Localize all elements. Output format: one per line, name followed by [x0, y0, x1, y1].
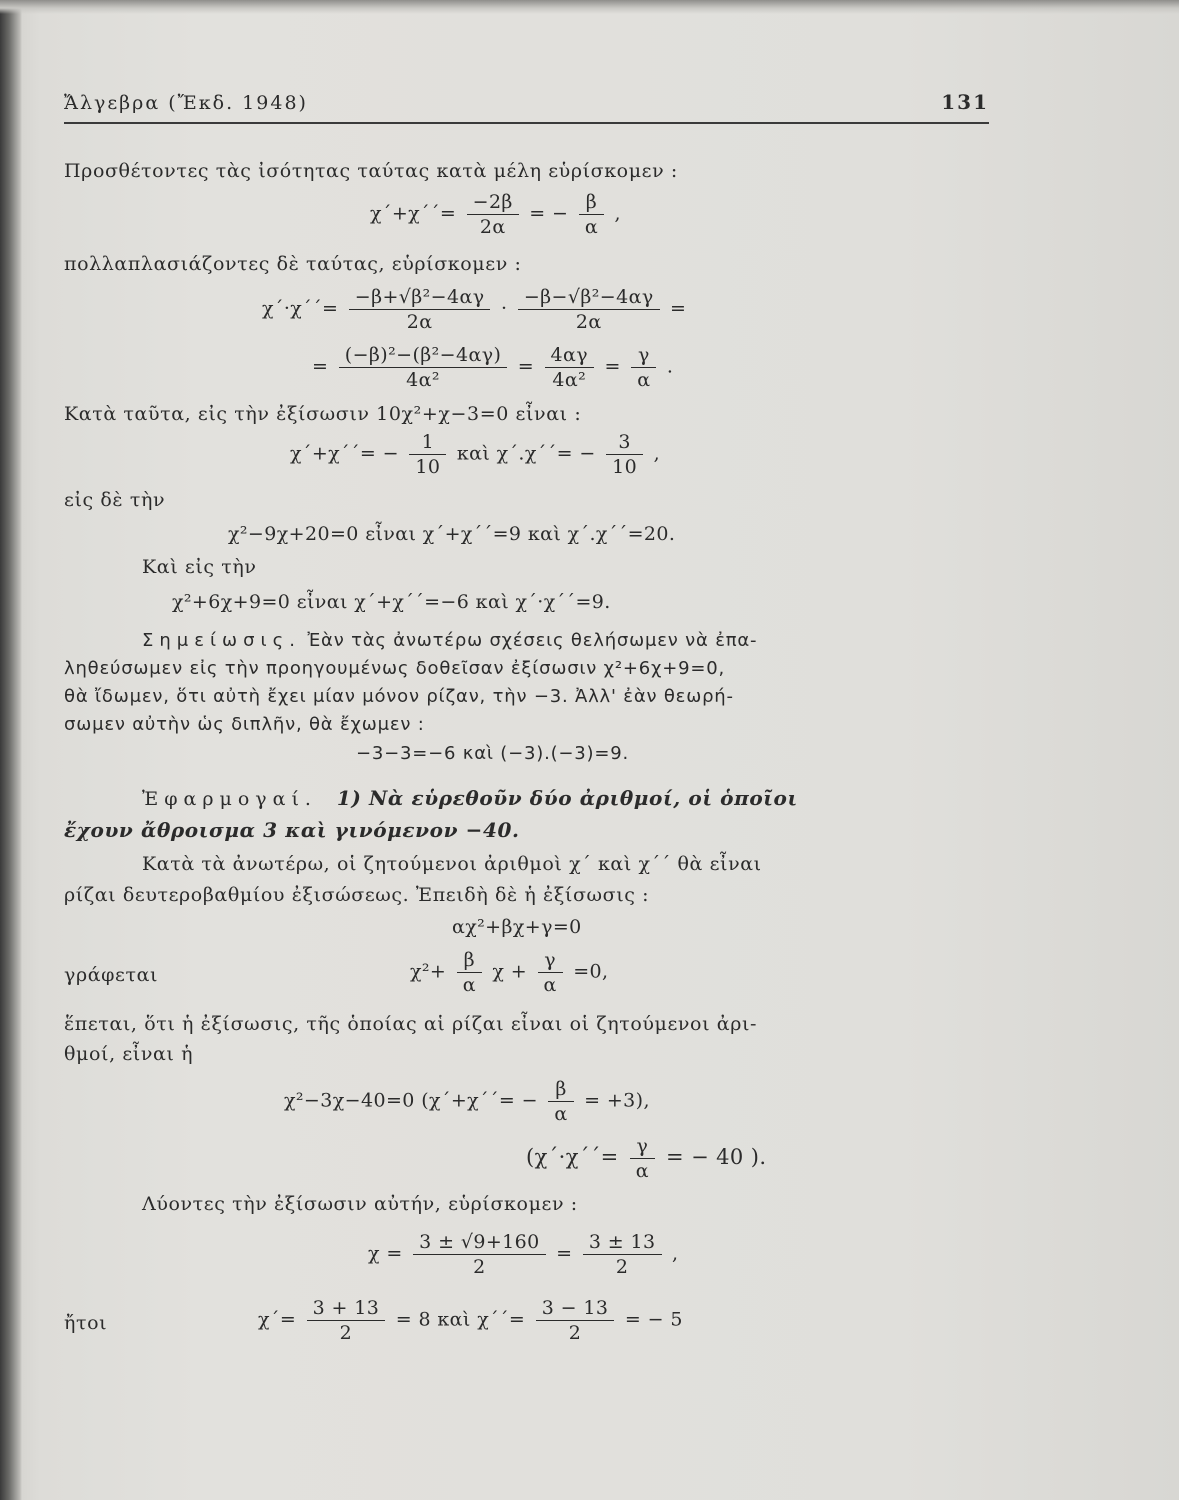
eq-term: χ΄·χ΄΄= — [262, 297, 339, 320]
fraction — [630, 1134, 655, 1183]
eq-term: χ΄+χ΄΄= − — [290, 442, 399, 465]
eq-term: , — [614, 202, 621, 225]
eq-term: χ = — [368, 1242, 403, 1265]
fraction-denominator: 2α — [575, 311, 602, 333]
eq-term: = — [670, 297, 687, 320]
fraction-numerator: β — [548, 1077, 573, 1102]
equation-example-2: χ²−9χ+20=0 εἶναι χ΄+χ΄΄=9 καὶ χ΄.χ΄΄=20. — [228, 523, 676, 545]
eq-term: (χ΄·χ΄΄= — [526, 1145, 619, 1169]
page-top-edge — [0, 0, 1179, 14]
fraction — [457, 948, 482, 997]
eq-term: , — [671, 1242, 679, 1265]
note-equation: −3−3=−6 καὶ (−3).(−3)=9. — [356, 743, 630, 764]
text-line: εἰς δὲ τὴν — [64, 489, 166, 511]
eq-term: , — [653, 442, 661, 465]
note-text: Ἐὰν τὰς ἀνωτέρω σχέσεις θελήσωμεν νὰ ἐπα- — [307, 630, 758, 651]
fraction-numerator: γ — [538, 948, 563, 973]
eq-term: χ²−3χ−40=0 (χ΄+χ΄΄= − — [284, 1089, 538, 1112]
equation-general-quadratic: αχ²+βχ+γ=0 — [452, 916, 582, 938]
eq-term: = — [517, 355, 535, 378]
text-line: Κατὰ τὰ ἀνωτέρω, οἱ ζητούμενοι ἀριθμοὶ χ΄ καὶ χ΄΄ θὰ εἶναι — [142, 853, 762, 875]
fraction-denominator: 10 — [612, 456, 638, 478]
text-line: Λύοντες τὴν ἐξίσωσιν αὐτήν, εὑρίσκομεν : — [142, 1193, 578, 1215]
text-line: ρίζαι δευτεροβαθμίου ἐξισώσεως. Ἐπειδὴ δὲ ἡ ἐξίσωσις : — [64, 884, 650, 906]
text-line: γράφεται — [64, 964, 159, 986]
fraction-numerator: −2β — [467, 190, 519, 215]
equation-example-1 — [290, 430, 660, 479]
applications-line — [142, 786, 798, 810]
note-line — [142, 630, 757, 651]
fraction — [307, 1296, 386, 1345]
fraction — [583, 1230, 662, 1279]
fraction-numerator: 1 — [409, 430, 446, 455]
fraction-numerator: (−β)²−(β²−4αγ) — [339, 343, 508, 368]
note-label: Σημείωσις. — [142, 630, 301, 651]
text-line: Προσθέτοντες τὰς ἰσότητας ταύτας κατὰ μέλη εὑρίσκομεν : — [64, 160, 678, 182]
fraction-numerator: γ — [630, 1134, 655, 1159]
fraction-numerator: β — [579, 190, 604, 215]
eq-term: =0, — [573, 960, 609, 983]
note-line: σωμεν αὐτὴν ὡς διπλῆν, θὰ ἔχωμεν : — [64, 714, 425, 735]
text-line: Κατὰ ταῦτα, εἰς τὴν ἐξίσωσιν 10χ²+χ−3=0 εἶναι : — [64, 403, 582, 425]
equation-normalized-quadratic — [410, 948, 608, 997]
eq-term: χ + — [492, 960, 528, 983]
fraction — [518, 285, 660, 334]
equation-product-roots — [262, 285, 686, 334]
fraction — [538, 948, 563, 997]
fraction — [467, 190, 519, 239]
fraction-numerator: −β+√β²−4αγ — [349, 285, 491, 310]
fraction — [579, 190, 604, 239]
equation-example-3: χ²+6χ+9=0 εἶναι χ΄+χ΄΄=−6 καὶ χ΄·χ΄΄=9. — [172, 591, 611, 613]
fraction-numerator: β — [457, 948, 482, 973]
eq-term: = − 5 — [624, 1308, 683, 1331]
fraction — [606, 430, 643, 479]
book-spine-shadow — [0, 0, 22, 1500]
text-line: πολλαπλασιάζοντες δὲ ταύτας, εὑρίσκομεν : — [64, 253, 522, 275]
eq-term: = — [556, 1242, 573, 1265]
fraction-denominator: 2 — [473, 1256, 486, 1278]
fraction-denominator: α — [462, 974, 476, 996]
fraction-numerator: 3 + 13 — [307, 1296, 386, 1321]
fraction-numerator: 3 ± 13 — [583, 1230, 662, 1255]
fraction-denominator: 10 — [415, 456, 441, 478]
fraction-numerator: 3 ± √9+160 — [413, 1230, 545, 1255]
eq-term: · — [500, 297, 508, 320]
eq-term: = — [312, 355, 329, 378]
applications-label: Ἐφαρμογαί. — [142, 788, 317, 810]
text-line: ἤτοι — [64, 1312, 108, 1334]
equation-roots — [258, 1296, 683, 1345]
fraction-denominator: α — [554, 1103, 568, 1125]
fraction — [545, 343, 594, 392]
fraction-denominator: 2 — [568, 1322, 582, 1344]
eq-term: = +3), — [584, 1089, 650, 1112]
equation-sum-roots — [370, 190, 621, 239]
fraction-denominator: 4α² — [552, 369, 587, 391]
eq-term: = — [604, 355, 621, 378]
eq-term: . — [666, 355, 674, 378]
equation-product-simplified — [312, 343, 673, 392]
fraction-numerator: −β−√β²−4αγ — [518, 285, 660, 310]
fraction — [413, 1230, 545, 1279]
eq-term: χ΄= — [258, 1308, 297, 1331]
eq-term: = − — [529, 202, 569, 225]
note-line: ληθεύσωμεν εἰς τὴν προηγουμένως δοθεῖσαν ἐξίσωσιν χ²+6χ+9=0, — [64, 658, 726, 679]
fraction — [409, 430, 446, 479]
fraction-denominator: 2 — [339, 1322, 353, 1344]
eq-term: καὶ χ΄.χ΄΄= − — [456, 442, 596, 465]
eq-term: χ²+ — [410, 960, 447, 983]
fraction-denominator: 2 — [615, 1256, 629, 1278]
text-line: θμοί, εἶναι ἡ — [64, 1043, 194, 1065]
problem-statement: 1) Νὰ εὑρεθοῦν δύο ἀριθμοί, οἱ ὁποῖοι — [336, 786, 798, 810]
problem-statement-cont: ἔχουν ἄθροισμα 3 καὶ γινόμενον −40. — [64, 818, 520, 842]
eq-term: χ΄+χ΄΄= — [370, 202, 457, 225]
fraction-denominator: 4α² — [406, 369, 440, 391]
fraction — [548, 1077, 573, 1126]
equation-solution — [368, 1230, 678, 1279]
eq-term: = − 40 ). — [666, 1145, 767, 1169]
running-title: Ἄλγεβρα (Ἔκδ. 1948) — [64, 92, 308, 114]
fraction-denominator: 2α — [479, 216, 506, 238]
note-line: θὰ ἴδωμεν, ὅτι αὐτὴ ἔχει μίαν μόνον ρίζαν, τὴν −3. Ἀλλ' ἐὰν θεωρή- — [64, 686, 734, 707]
text-line: Καὶ εἰς τὴν — [142, 556, 257, 578]
equation-specific-quadratic — [284, 1077, 650, 1126]
fraction-denominator: α — [635, 1160, 649, 1182]
eq-term: = 8 καὶ χ΄΄= — [395, 1308, 526, 1331]
fraction — [536, 1296, 615, 1345]
fraction-denominator: 2α — [406, 311, 433, 333]
fraction-denominator: α — [637, 369, 651, 391]
fraction-numerator: 3 — [606, 430, 643, 455]
fraction — [631, 343, 656, 392]
fraction — [349, 285, 491, 334]
text-line: ἕπεται, ὅτι ἡ ἐξίσωσις, τῆς ὁποίας αἱ ρίζαι εἶναι οἱ ζητούμενοι ἀρι- — [64, 1013, 758, 1035]
fraction-numerator: γ — [631, 343, 656, 368]
fraction — [339, 343, 508, 392]
page-number: 131 — [941, 90, 989, 114]
running-header — [64, 88, 989, 124]
fraction-denominator: α — [584, 216, 599, 238]
fraction-denominator: α — [543, 974, 557, 996]
equation-product-check — [526, 1134, 766, 1183]
fraction-numerator: 4αγ — [545, 343, 594, 368]
fraction-numerator: 3 − 13 — [536, 1296, 615, 1321]
